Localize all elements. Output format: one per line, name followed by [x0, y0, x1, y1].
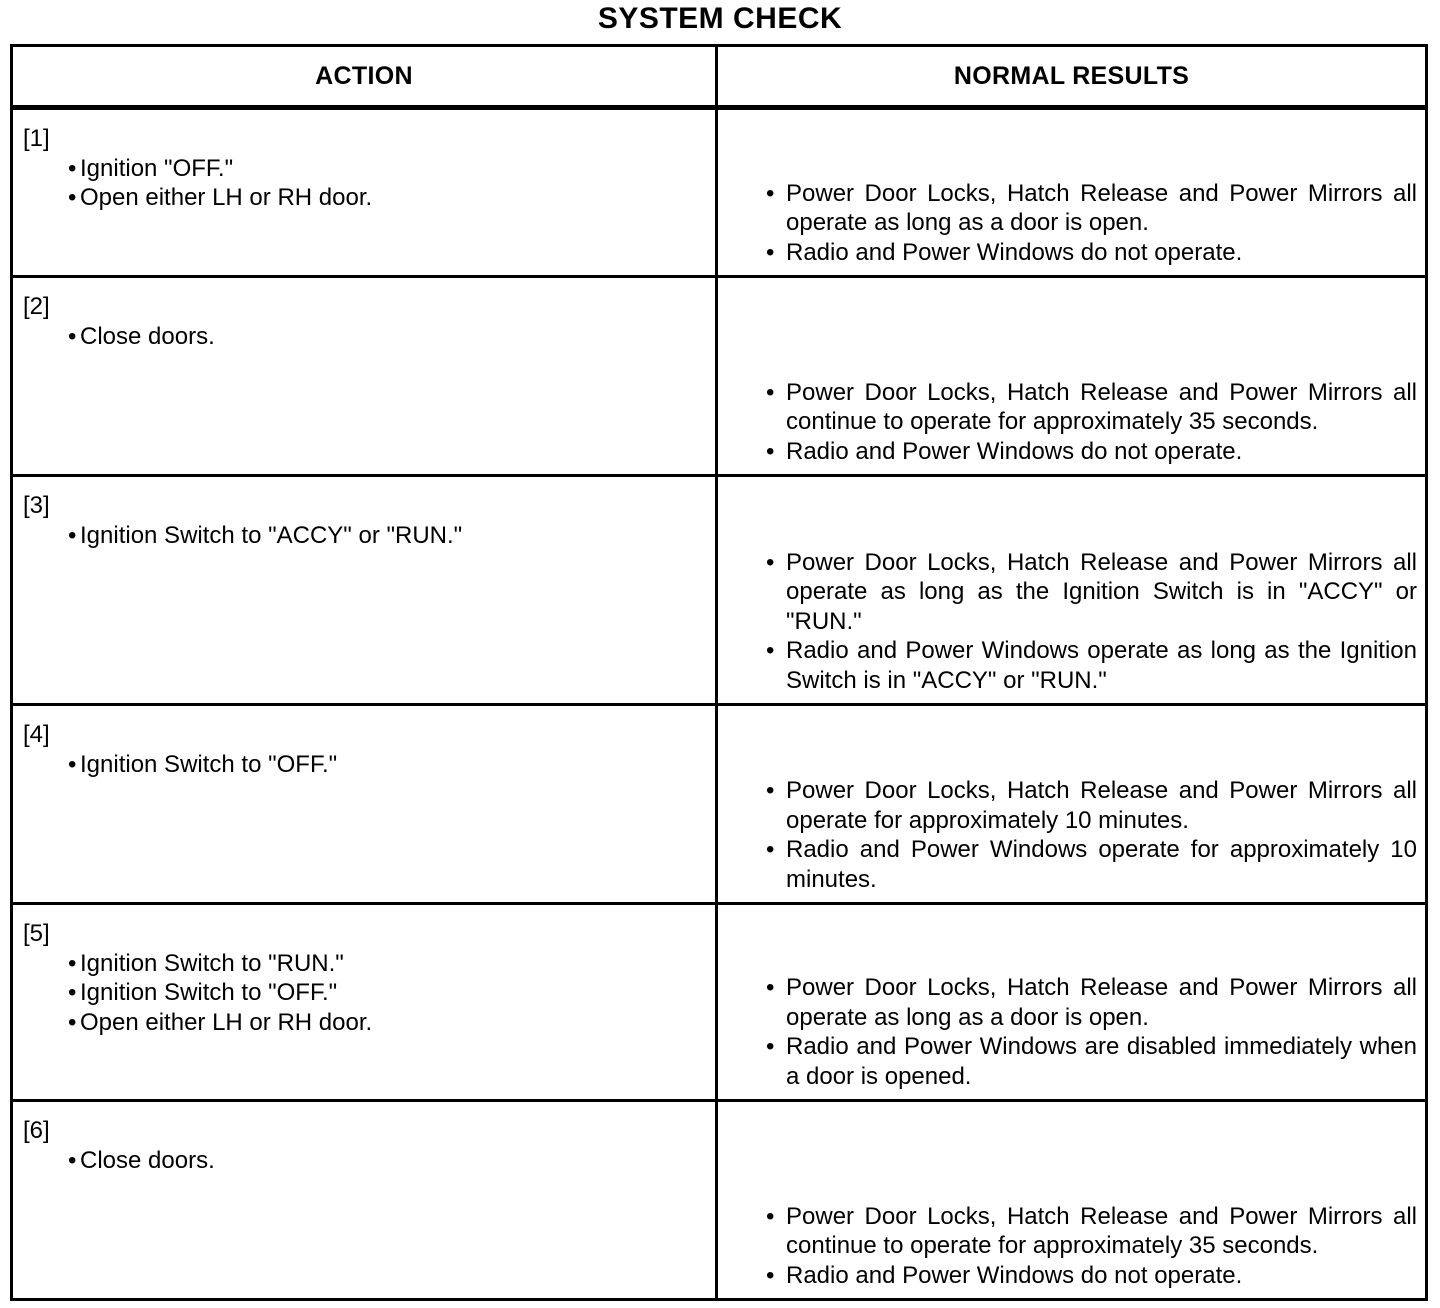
result-list [766, 378, 1417, 467]
result-list [766, 1202, 1417, 1291]
results-cell [718, 477, 1425, 703]
result-item: • Radio and Power Windows operate as long as the Ignition Switch is in "ACCY" or "RUN." [766, 636, 1417, 695]
system-check-table [10, 44, 1428, 1301]
action-item: • Ignition Switch to "OFF." [23, 978, 715, 1008]
table-row [13, 1102, 1425, 1298]
action-list [23, 1146, 715, 1176]
results-cell [718, 1102, 1425, 1298]
action-cell [13, 110, 718, 275]
action-cell [13, 477, 718, 703]
step-number: [6] [23, 1117, 50, 1144]
result-list [766, 973, 1417, 1091]
action-item: • Open either LH or RH door. [23, 183, 715, 213]
action-list [23, 750, 715, 780]
results-cell [718, 905, 1425, 1099]
result-list [766, 548, 1417, 696]
results-cell [718, 278, 1425, 474]
result-item: • Radio and Power Windows do not operate. [766, 437, 1417, 467]
result-list [766, 776, 1417, 894]
step-number: [4] [23, 721, 50, 748]
result-item: • Power Door Locks, Hatch Release and Power Mirrors all continue to operate for approximately 35 seconds. [766, 378, 1417, 437]
result-item: • Power Door Locks, Hatch Release and Power Mirrors all operate for approximately 10 minutes. [766, 776, 1417, 835]
step-number: [2] [23, 293, 50, 320]
action-cell [13, 278, 718, 474]
action-list [23, 521, 715, 551]
action-item: • Open either LH or RH door. [23, 1008, 715, 1038]
action-item: • Ignition "OFF." [23, 154, 715, 184]
table-row [13, 706, 1425, 905]
action-item: • Ignition Switch to "OFF." [23, 750, 715, 780]
table-row [13, 278, 1425, 477]
result-list [766, 179, 1417, 268]
step-number: [3] [23, 492, 50, 519]
action-item: • Close doors. [23, 322, 715, 352]
table-header-row [13, 47, 1425, 110]
result-item: • Radio and Power Windows are disabled immediately when a door is opened. [766, 1032, 1417, 1091]
table-row [13, 477, 1425, 706]
result-item: • Power Door Locks, Hatch Release and Power Mirrors all operate as long as the Ignition Switch is in "ACCY" or "RUN." [766, 548, 1417, 637]
action-list [23, 154, 715, 213]
results-column-header: NORMAL RESULTS [953, 61, 1190, 90]
results-cell [718, 110, 1425, 275]
result-item: • Radio and Power Windows do not operate. [766, 238, 1417, 268]
action-list [23, 949, 715, 1038]
table-row [13, 110, 1425, 278]
results-cell [718, 706, 1425, 902]
page-title: SYSTEM CHECK [597, 2, 843, 35]
action-item: • Ignition Switch to "ACCY" or "RUN." [23, 521, 715, 551]
step-number: [1] [23, 125, 50, 152]
result-item: • Radio and Power Windows do not operate. [766, 1261, 1417, 1291]
action-item: • Close doors. [23, 1146, 715, 1176]
result-item: • Power Door Locks, Hatch Release and Power Mirrors all operate as long as a door is open. [766, 179, 1417, 238]
action-item: • Ignition Switch to "RUN." [23, 949, 715, 979]
action-cell [13, 905, 718, 1099]
result-item: • Power Door Locks, Hatch Release and Power Mirrors all continue to operate for approximately 35 seconds. [766, 1202, 1417, 1261]
action-list [23, 322, 715, 352]
result-item: • Power Door Locks, Hatch Release and Power Mirrors all operate as long as a door is open. [766, 973, 1417, 1032]
action-cell [13, 706, 718, 902]
action-column-header: ACTION [13, 47, 718, 105]
action-cell [13, 1102, 718, 1298]
table-row [13, 905, 1425, 1102]
step-number: [5] [23, 920, 50, 947]
result-item: • Radio and Power Windows operate for approximately 10 minutes. [766, 835, 1417, 894]
